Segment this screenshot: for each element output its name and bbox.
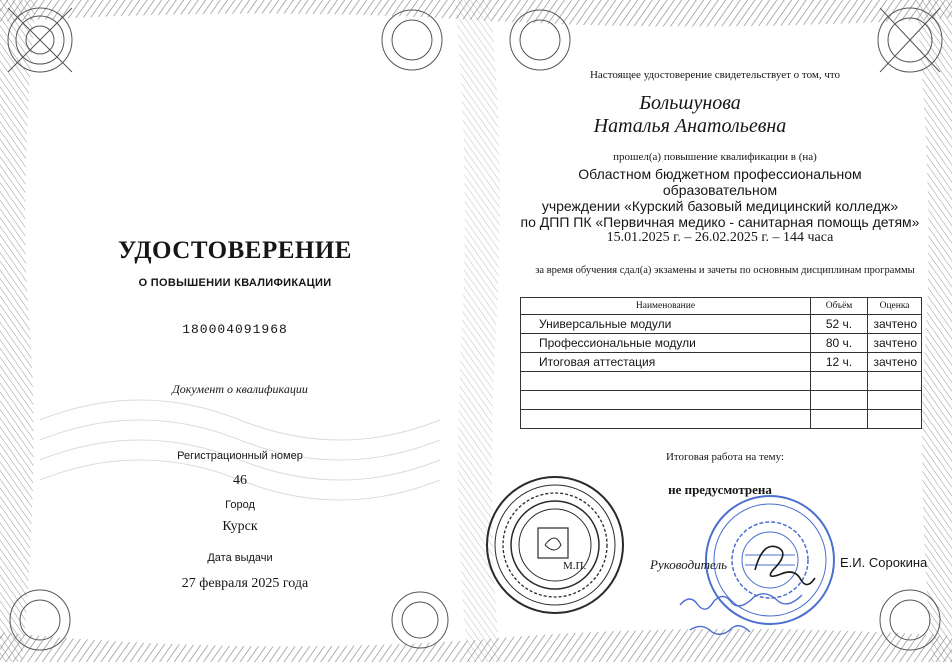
holder-given-names: Наталья Анатольевна	[593, 115, 787, 137]
issue-date: 27 февраля 2025 года	[181, 576, 309, 591]
institution-line-1: Областном бюджетном профессиональном образовательном	[578, 166, 862, 198]
grades-table	[520, 297, 922, 429]
document-type: Документ о квалификации	[172, 382, 308, 396]
row-volume: 80 ч.	[810, 334, 867, 353]
header-grade: Оценка	[868, 298, 922, 315]
table-row	[521, 334, 922, 353]
college-seal	[487, 477, 623, 613]
row-grade: зачтено	[868, 334, 922, 353]
row-volume	[810, 391, 867, 410]
table-row	[521, 315, 922, 334]
city-label: Город	[225, 499, 255, 511]
table-header-row	[521, 298, 922, 315]
table-row	[521, 372, 922, 391]
period-line: 15.01.2025 г. – 26.02.2025 г. – 144 часа	[606, 230, 834, 245]
registration-label: Регистрационный номер	[177, 450, 303, 462]
document-subtitle: О ПОВЫШЕНИИ КВАЛИФИКАЦИИ	[138, 277, 332, 289]
row-grade	[868, 410, 922, 429]
row-grade	[868, 391, 922, 410]
row-grade: зачтено	[868, 353, 922, 372]
row-name	[521, 372, 811, 391]
row-name	[521, 410, 811, 429]
row-volume: 12 ч.	[810, 353, 867, 372]
table-row	[521, 353, 922, 372]
row-volume	[810, 372, 867, 391]
row-volume	[810, 410, 867, 429]
program-line: по ДПП ПК «Первичная медико - санитарная помощь детям»	[520, 214, 920, 230]
row-name: Профессиональные модули	[521, 334, 811, 353]
exam-note: за время обучения сдал(а) экзамены и зачеты по основным дисциплинам программы	[535, 265, 915, 276]
row-volume: 52 ч.	[810, 315, 867, 334]
row-name: Универсальные модули	[521, 315, 811, 334]
registration-number: 46	[233, 473, 247, 488]
row-name	[521, 391, 811, 410]
header-volume: Объём	[810, 298, 867, 315]
holder-surname: Большунова	[639, 92, 741, 114]
city: Курск	[222, 519, 258, 534]
final-work-value: не предусмотрена	[668, 482, 772, 497]
head-name: Е.И. Сорокина	[840, 555, 928, 570]
table-row	[521, 410, 922, 429]
header-name: Наименование	[521, 298, 811, 315]
row-grade: зачтено	[868, 315, 922, 334]
final-work-label: Итоговая работа на тему:	[665, 451, 785, 463]
row-name: Итоговая аттестация	[521, 353, 811, 372]
head-label: Руководитель	[650, 557, 728, 572]
institution-line-2: учреждении «Курский базовый медицинский колледж»	[541, 198, 899, 214]
passed-label: прошел(а) повышение квалификации в (на)	[613, 151, 817, 163]
row-grade	[868, 372, 922, 391]
issue-date-label: Дата выдачи	[207, 552, 273, 564]
document-number: 180004091968	[182, 322, 288, 337]
intro-text: Настоящее удостоверение свидетельствует о том, что	[589, 69, 841, 81]
stamp-label: М.П.	[563, 560, 587, 572]
table-row	[521, 391, 922, 410]
document-title: УДОСТОВЕРЕНИЕ	[118, 237, 352, 264]
institution-block	[520, 166, 920, 246]
